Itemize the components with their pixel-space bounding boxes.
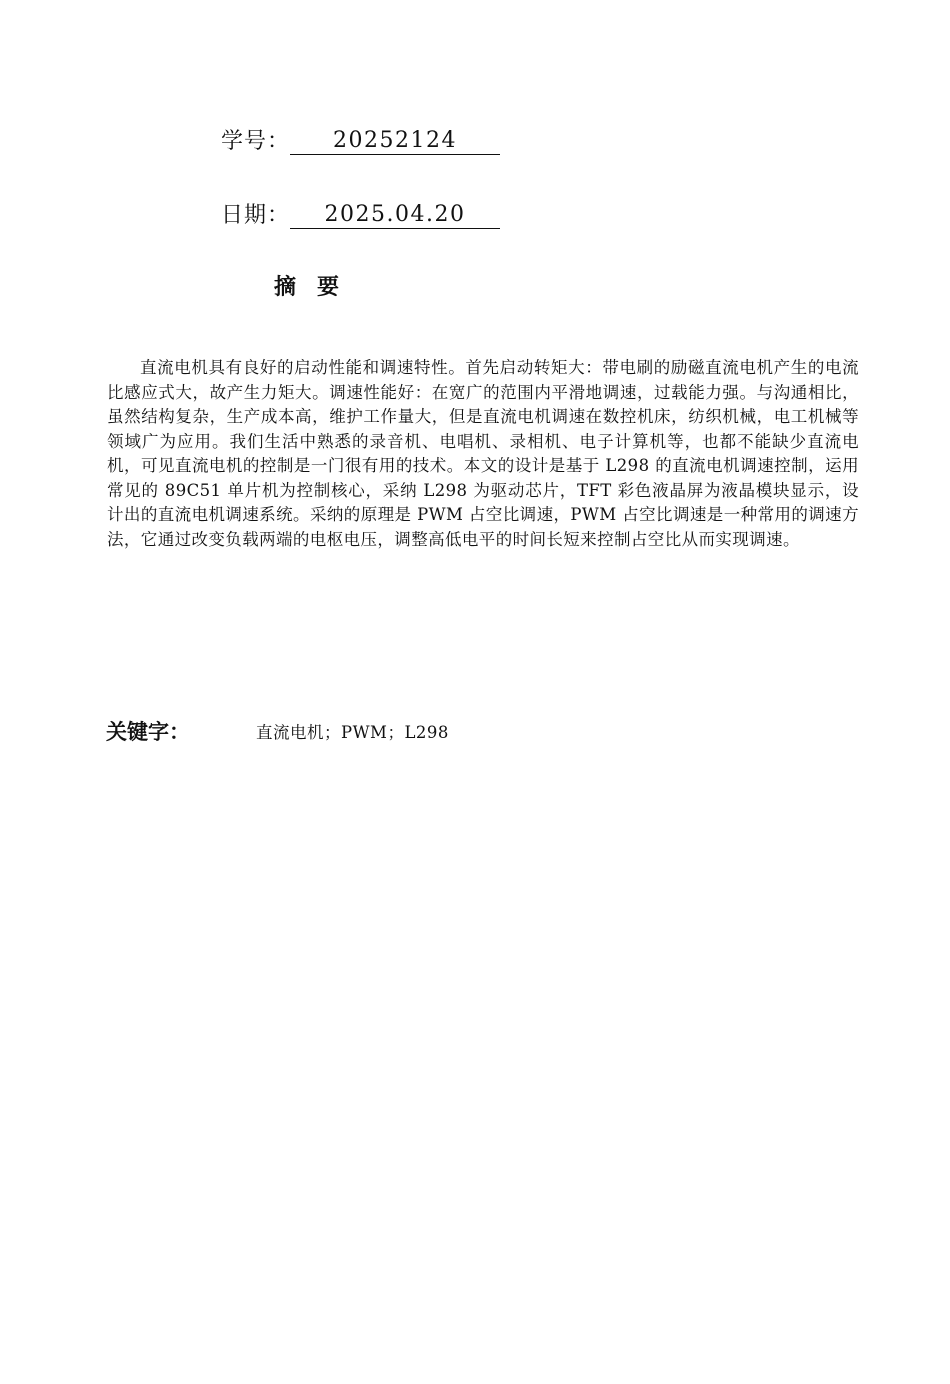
keywords-label: 关键字： bbox=[106, 720, 190, 744]
abstract-heading-part1: 摘 bbox=[274, 275, 298, 300]
date-value: 2025.04.20 bbox=[290, 202, 500, 229]
abstract-heading-part2: 要 bbox=[317, 275, 341, 300]
abstract-body: 直流电机具有良好的启动性能和调速特性。首先启动转矩大：带电刷的励磁直流电机产生的电流比感应式大，故产生力矩大。调速性能好：在宽广的范围内平滑地调速，过载能力强。与沟通相比，虽然结构复杂，生产成本高，维护工作量大，但是直流电机调速在数控机床，纺织机械，电工机械等领域广为应用。我们生活中熟悉的录音机、电唱机、录相机、电子计算机等，也都不能缺少直流电机，可见直流电机的控制是一门很有用的技术。本文的设计是基于 L298 的直流电机调速控制，运用常见的 89C51 单片机为控制核心，采纳 L298 为驱动芯片，TFT 彩色液晶屏为液晶模块显示，设计出的直流电机调速系统。采纳的原理是 PWM 占空比调速，PWM 占空比调速是一种常用的调速方法，它通过改变负载两端的电枢电压，调整高低电平的时间长短来控制占空比从而实现调速。 bbox=[107, 358, 859, 549]
keywords-value: 直流电机；PWM；L298 bbox=[256, 723, 449, 742]
date-label: 日期： bbox=[221, 203, 291, 228]
student-id-value: 20252124 bbox=[290, 128, 500, 155]
keywords-row bbox=[106, 716, 449, 746]
date-field bbox=[221, 198, 500, 229]
student-id-field bbox=[221, 124, 500, 155]
abstract-heading bbox=[274, 270, 340, 301]
student-id-label: 学号： bbox=[221, 129, 291, 154]
